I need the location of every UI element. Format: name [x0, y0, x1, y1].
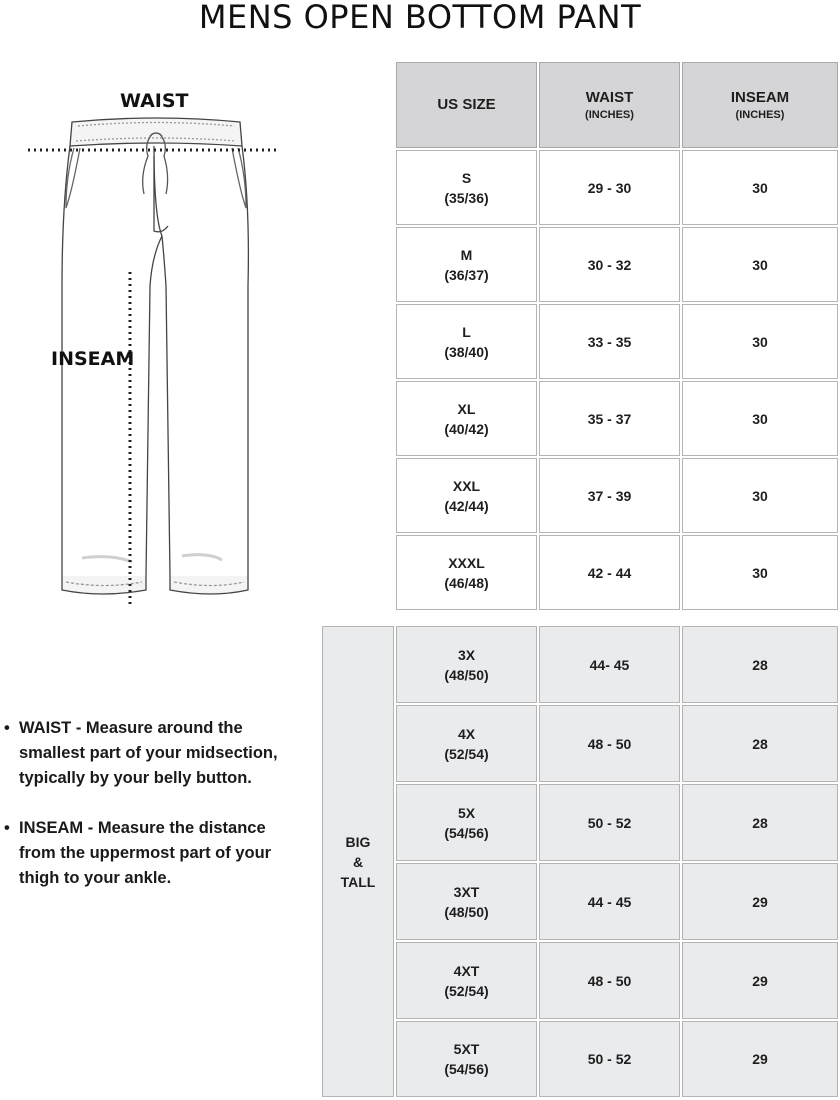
- size-alt: (46/48): [444, 574, 489, 591]
- big-tall-word-3: TALL: [340, 873, 376, 890]
- inseam-cell: 28: [682, 705, 838, 782]
- header-inseam-unit: (INCHES): [735, 109, 785, 121]
- size-label: XXXL: [448, 554, 485, 571]
- inseam-cell: 30: [682, 381, 838, 456]
- size-alt: (54/56): [444, 824, 489, 841]
- size-cell: [396, 705, 537, 782]
- header-waist-label: WAIST: [585, 89, 634, 106]
- size-label: 3XT: [453, 883, 480, 900]
- size-label: 5X: [457, 804, 476, 821]
- waist-note: [4, 716, 304, 791]
- size-cell: [396, 304, 537, 379]
- size-alt: (52/54): [444, 745, 489, 762]
- inseam-cell: 29: [682, 1021, 838, 1097]
- inseam-cell: 30: [682, 458, 838, 533]
- inseam-note: [4, 816, 304, 891]
- waist-cell: 44- 45: [539, 626, 680, 703]
- inseam-cell: 29: [682, 863, 838, 940]
- inseam-cell: 30: [682, 150, 838, 225]
- size-cell: [396, 863, 537, 940]
- size-label: 3X: [457, 646, 476, 663]
- inseam-cell: 29: [682, 942, 838, 1019]
- measurement-notes: [4, 716, 304, 916]
- big-tall-label: [322, 626, 394, 1097]
- size-cell: [396, 535, 537, 610]
- waist-cell: 50 - 52: [539, 1021, 680, 1097]
- header-waist-unit: (INCHES): [585, 109, 634, 121]
- size-alt: (35/36): [444, 189, 489, 206]
- waist-cell: 48 - 50: [539, 705, 680, 782]
- inseam-cell: 28: [682, 784, 838, 861]
- size-label: L: [462, 323, 471, 340]
- inseam-cell: 28: [682, 626, 838, 703]
- size-cell: [396, 784, 537, 861]
- size-label: S: [461, 169, 472, 186]
- waist-cell: 35 - 37: [539, 381, 680, 456]
- size-cell: [396, 150, 537, 225]
- size-label: XL: [457, 400, 476, 417]
- size-label: 4X: [457, 725, 476, 742]
- size-alt: (48/50): [444, 903, 489, 920]
- waist-cell: 37 - 39: [539, 458, 680, 533]
- size-label: 5XT: [453, 1041, 480, 1057]
- size-alt: (38/40): [444, 343, 489, 360]
- waist-cell: 30 - 32: [539, 227, 680, 302]
- waist-label: WAIST: [120, 90, 189, 112]
- size-cell: [396, 227, 537, 302]
- bullet-icon: •: [4, 819, 10, 837]
- size-label: XXL: [452, 477, 481, 494]
- waist-note-text: WAIST - Measure around the smallest part of your midsection, typically by your belly button.: [19, 719, 278, 787]
- inseam-cell: 30: [682, 535, 838, 610]
- inseam-note-text: INSEAM - Measure the distance from the uppermost part of your thigh to your ankle.: [19, 819, 272, 887]
- header-waist: [539, 62, 680, 148]
- inseam-cell: 30: [682, 304, 838, 379]
- size-alt: (52/54): [444, 982, 489, 999]
- waist-cell: 50 - 52: [539, 784, 680, 861]
- inseam-label: INSEAM: [51, 348, 135, 370]
- size-cell: [396, 458, 537, 533]
- size-alt: (40/42): [444, 420, 489, 437]
- pants-illustration: [22, 86, 292, 611]
- waist-cell: 33 - 35: [539, 304, 680, 379]
- size-cell: [396, 381, 537, 456]
- inseam-cell: 30: [682, 227, 838, 302]
- waist-cell: 44 - 45: [539, 863, 680, 940]
- header-inseam-label: INSEAM: [730, 89, 790, 106]
- header-us-size-label: US SIZE: [437, 96, 496, 113]
- page-title: MENS OPEN BOTTOM PANT: [198, 0, 642, 36]
- header-us-size: [396, 62, 537, 148]
- big-tall-word-2: &: [352, 853, 364, 870]
- size-cell: [396, 626, 537, 703]
- bullet-icon: •: [4, 719, 10, 737]
- size-label: 4XT: [453, 962, 480, 979]
- size-cell: [396, 942, 537, 1019]
- size-alt: (36/37): [444, 266, 489, 283]
- size-alt: (42/44): [444, 497, 489, 514]
- size-alt: (48/50): [444, 666, 489, 683]
- size-alt: (54/56): [444, 1061, 489, 1077]
- size-label: M: [460, 246, 473, 263]
- header-inseam: [682, 62, 838, 148]
- waist-cell: 29 - 30: [539, 150, 680, 225]
- waist-cell: 48 - 50: [539, 942, 680, 1019]
- waist-cell: 42 - 44: [539, 535, 680, 610]
- big-tall-word-1: BIG: [345, 833, 371, 850]
- size-cell: [396, 1021, 537, 1097]
